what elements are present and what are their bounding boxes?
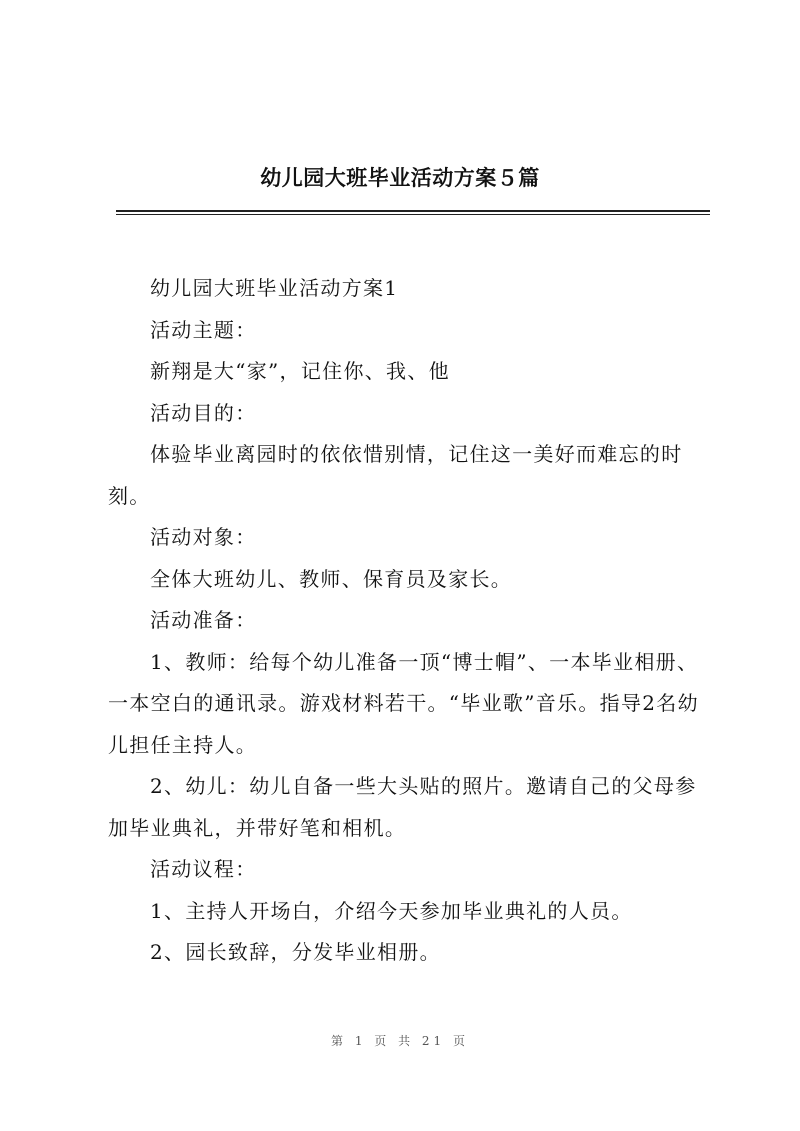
- agenda-label: 活动议程：: [150, 857, 257, 881]
- page-number: 第 1 页 共 21 页: [331, 1034, 469, 1048]
- document-body: [108, 268, 708, 974]
- title-divider-thin: [116, 214, 710, 215]
- title-divider: [116, 210, 710, 212]
- agenda-item-2: 2、园长致辞，分发毕业相册。: [150, 940, 441, 964]
- theme-text: 新翔是大“家”，记住你、我、他: [150, 359, 450, 383]
- preparation-label: 活动准备：: [150, 608, 257, 632]
- section-heading: 幼儿园大班毕业活动方案1: [150, 276, 399, 300]
- preparation-children: 2、幼儿：幼儿自备一些大头贴的照片。邀请自己的父母参加毕业典礼，并带好笔和相机。: [108, 774, 697, 840]
- document-title: 幼儿园大班毕业活动方案５篇: [260, 166, 540, 190]
- agenda-item-1: 1、主持人开场白，介绍今天参加毕业典礼的人员。: [150, 898, 633, 923]
- purpose-text: 体验毕业离园时的依依惜别情，记住这一美好而难忘的时刻。: [108, 442, 683, 508]
- preparation-teacher: 1、教师：给每个幼儿准备一顶“博士帽”、一本毕业相册、一本空白的通讯录。游戏材料若干。“毕业歌”音乐。指导2名幼儿担任主持人。: [108, 649, 699, 757]
- purpose-label: 活动目的：: [150, 400, 257, 425]
- audience-label: 活动对象：: [150, 525, 257, 549]
- audience-text: 全体大班幼儿、教师、保育员及家长。: [150, 566, 513, 591]
- theme-label: 活动主题：: [150, 317, 257, 342]
